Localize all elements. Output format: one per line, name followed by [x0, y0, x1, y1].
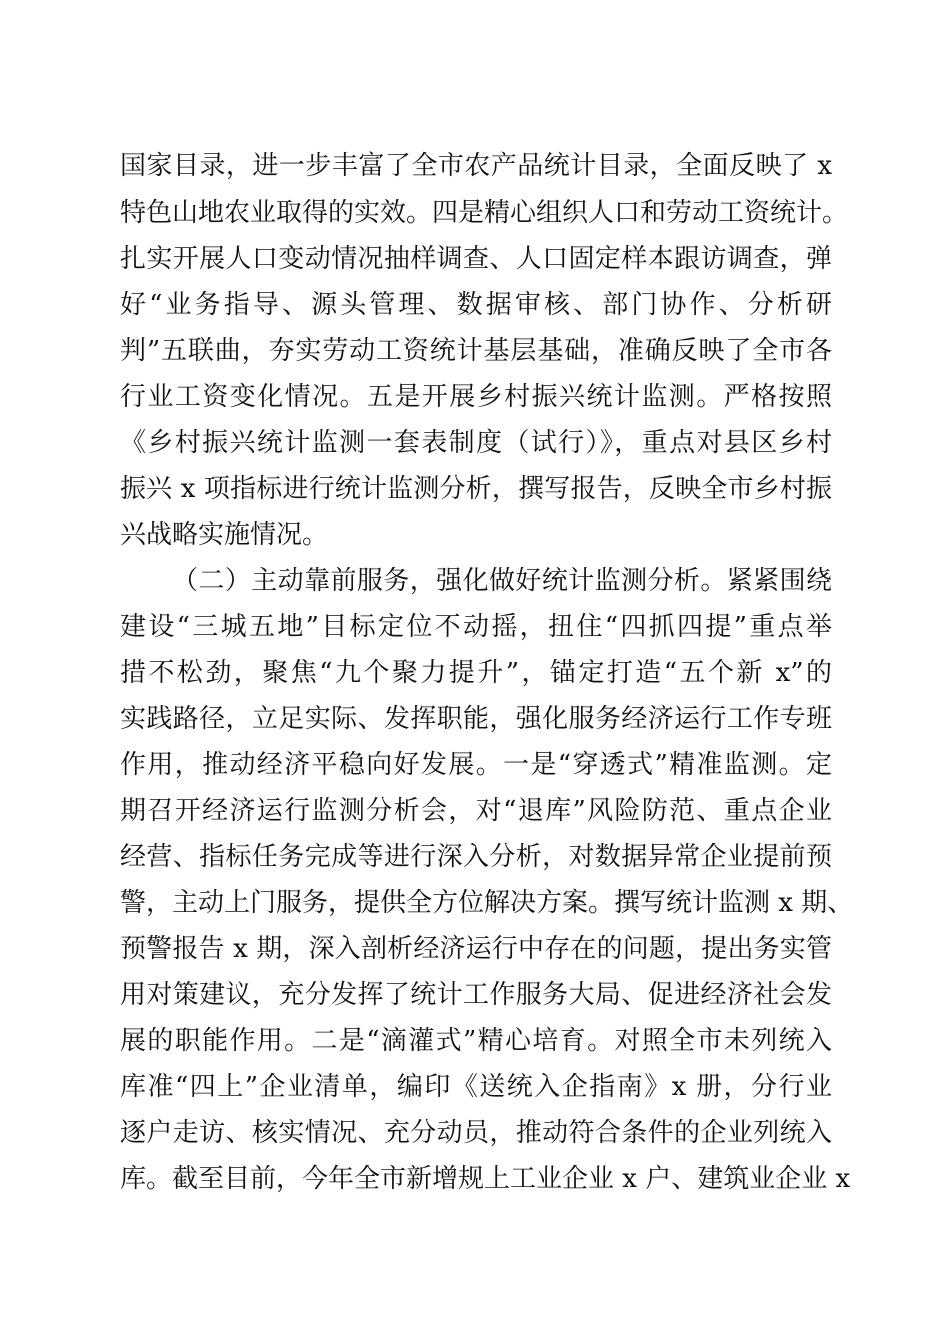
text-line: 用对策建议，充分发挥了统计工作服务大局、促进经济社会发: [120, 980, 832, 1010]
text-line: 逐户走访、核实情况、充分动员，推动符合条件的企业列统入: [120, 1118, 832, 1148]
text-line: 预警报告 x 期，深入剖析经济运行中存在的问题，提出务实管: [120, 934, 832, 964]
text-line: 行业工资变化情况。五是开展乡村振兴统计监测。严格按照: [120, 382, 832, 412]
text-line: 《乡村振兴统计监测一套表制度（试行）》，重点对县区乡村: [120, 428, 832, 458]
text-line: 库。截至目前，今年全市新增规上工业企业 x 户、建筑业企业 x: [120, 1164, 851, 1194]
text-line: 措不松劲，聚焦“九个聚力提升”，锚定打造“五个新 x”的: [120, 658, 832, 688]
text-line: 建设“三城五地”目标定位不动摇，扭住“四抓四提”重点举: [120, 612, 832, 642]
section-heading-line: （二）主动靠前服务，强化做好统计监测分析。紧紧围绕: [172, 566, 832, 596]
text-line: 判”五联曲，夯实劳动工资统计基层基础，准确反映了全市各: [120, 336, 832, 366]
text-line: 经营、指标任务完成等进行深入分析，对数据异常企业提前预: [120, 842, 832, 872]
text-line: 振兴 x 项指标进行统计监测分析，撰写报告，反映全市乡村振: [120, 474, 832, 504]
text-line: 警，主动上门服务，提供全方位解决方案。撰写统计监测 x 期、: [120, 888, 854, 918]
text-line: 展的职能作用。二是“滴灌式”精心培育。对照全市未列统入: [120, 1026, 832, 1056]
text-line: 好“业务指导、源头管理、数据审核、部门协作、分析研: [120, 290, 832, 320]
text-line: 国家目录，进一步丰富了全市农产品统计目录，全面反映了 x: [120, 151, 832, 181]
text-line: 作用，推动经济平稳向好发展。一是“穿透式”精准监测。定: [120, 750, 832, 780]
text-line: 兴战略实施情况。: [120, 520, 329, 550]
text-line: 实践路径，立足实际、发挥职能，强化服务经济运行工作专班: [120, 704, 832, 734]
text-line: 期召开经济运行监测分析会，对“退库”风险防范、重点企业: [120, 796, 832, 826]
text-line: 库准“四上”企业清单，编印《送统入企指南》x 册，分行业: [120, 1072, 832, 1102]
text-line: 特色山地农业取得的实效。四是精心组织人口和劳动工资统计。: [120, 198, 849, 228]
text-line: 扎实开展人口变动情况抽样调查、人口固定样本跟访调查，弹: [120, 244, 832, 274]
